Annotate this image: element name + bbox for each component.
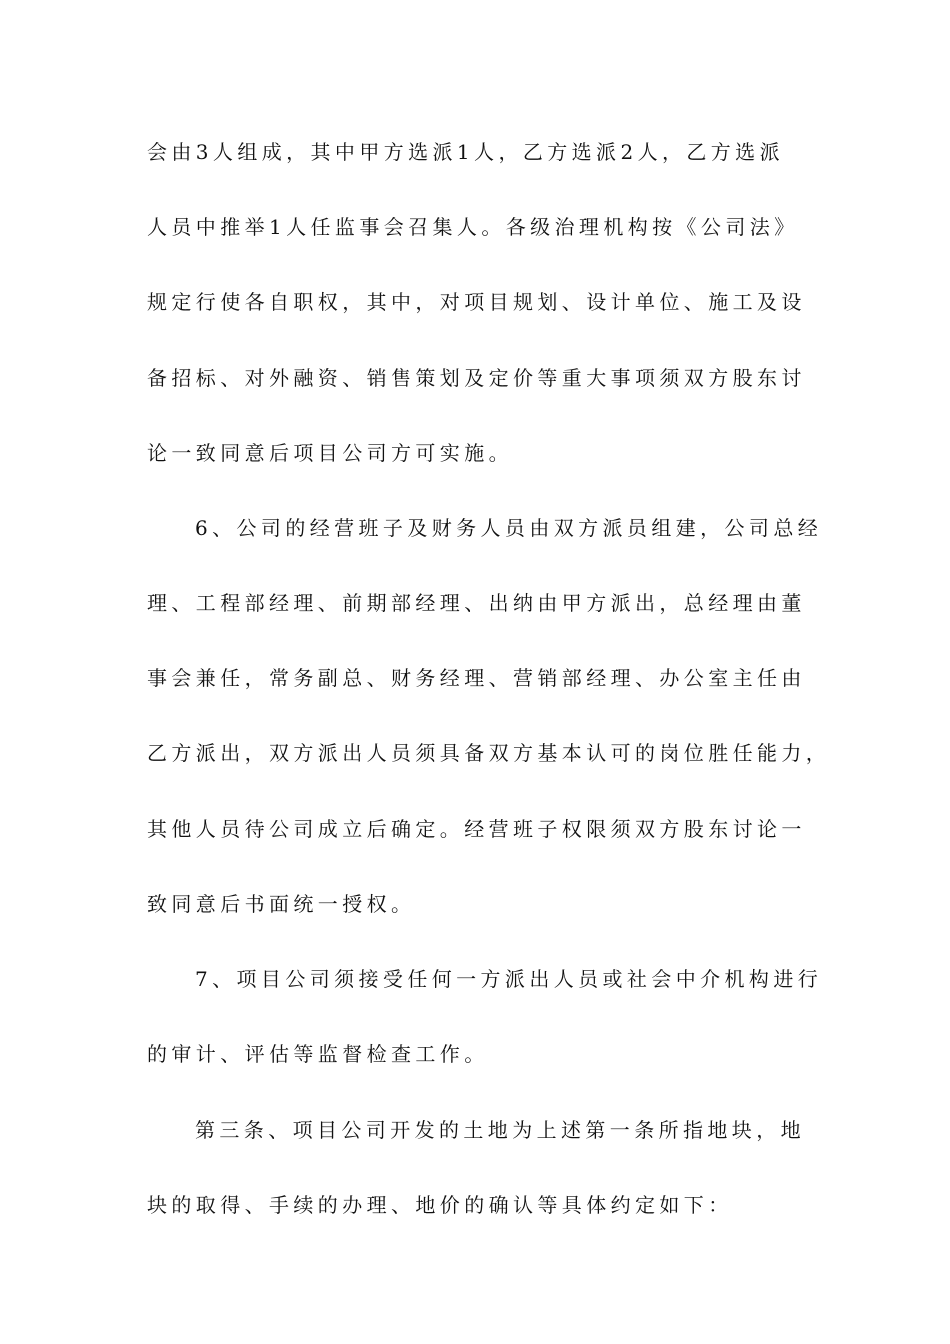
text-line: 备招标、对外融资、销售策划及定价等重大事项须双方股东讨 xyxy=(147,366,806,390)
text-line: 的审计、评估等监督检查工作。 xyxy=(147,1042,489,1066)
text-line: 人员中推举1人任监事会召集人。各级治理机构按《公司法》 xyxy=(147,215,799,239)
paragraph-7-start: 7、项目公司须接受任何一方派出人员或社会中介机构进行 xyxy=(195,967,823,991)
text-line: 致同意后书面统一授权。 xyxy=(147,892,416,916)
text-line: 理、工程部经理、前期部经理、出纳由甲方派出，总经理由董 xyxy=(147,591,806,615)
text-line: 论一致同意后项目公司方可实施。 xyxy=(147,441,513,465)
text-line: 乙方派出，双方派出人员须具备双方基本认可的岗位胜任能力， xyxy=(147,741,831,765)
paragraph-6-start: 6、公司的经营班子及财务人员由双方派员组建，公司总经 xyxy=(195,516,823,540)
text-line: 会由3人组成，其中甲方选派1人，乙方选派2人，乙方选派 xyxy=(147,140,784,164)
article-3-start: 第三条、项目公司开发的土地为上述第一条所指地块，地 xyxy=(195,1118,805,1142)
text-line: 事会兼任，常务副总、财务经理、营销部经理、办公室主任由 xyxy=(147,666,806,690)
text-line: 规定行使各自职权，其中，对项目规划、设计单位、施工及设 xyxy=(147,290,806,314)
text-line: 块的取得、手续的办理、地价的确认等具体约定如下： xyxy=(147,1193,733,1217)
text-line: 其他人员待公司成立后确定。经营班子权限须双方股东讨论一 xyxy=(147,817,806,841)
